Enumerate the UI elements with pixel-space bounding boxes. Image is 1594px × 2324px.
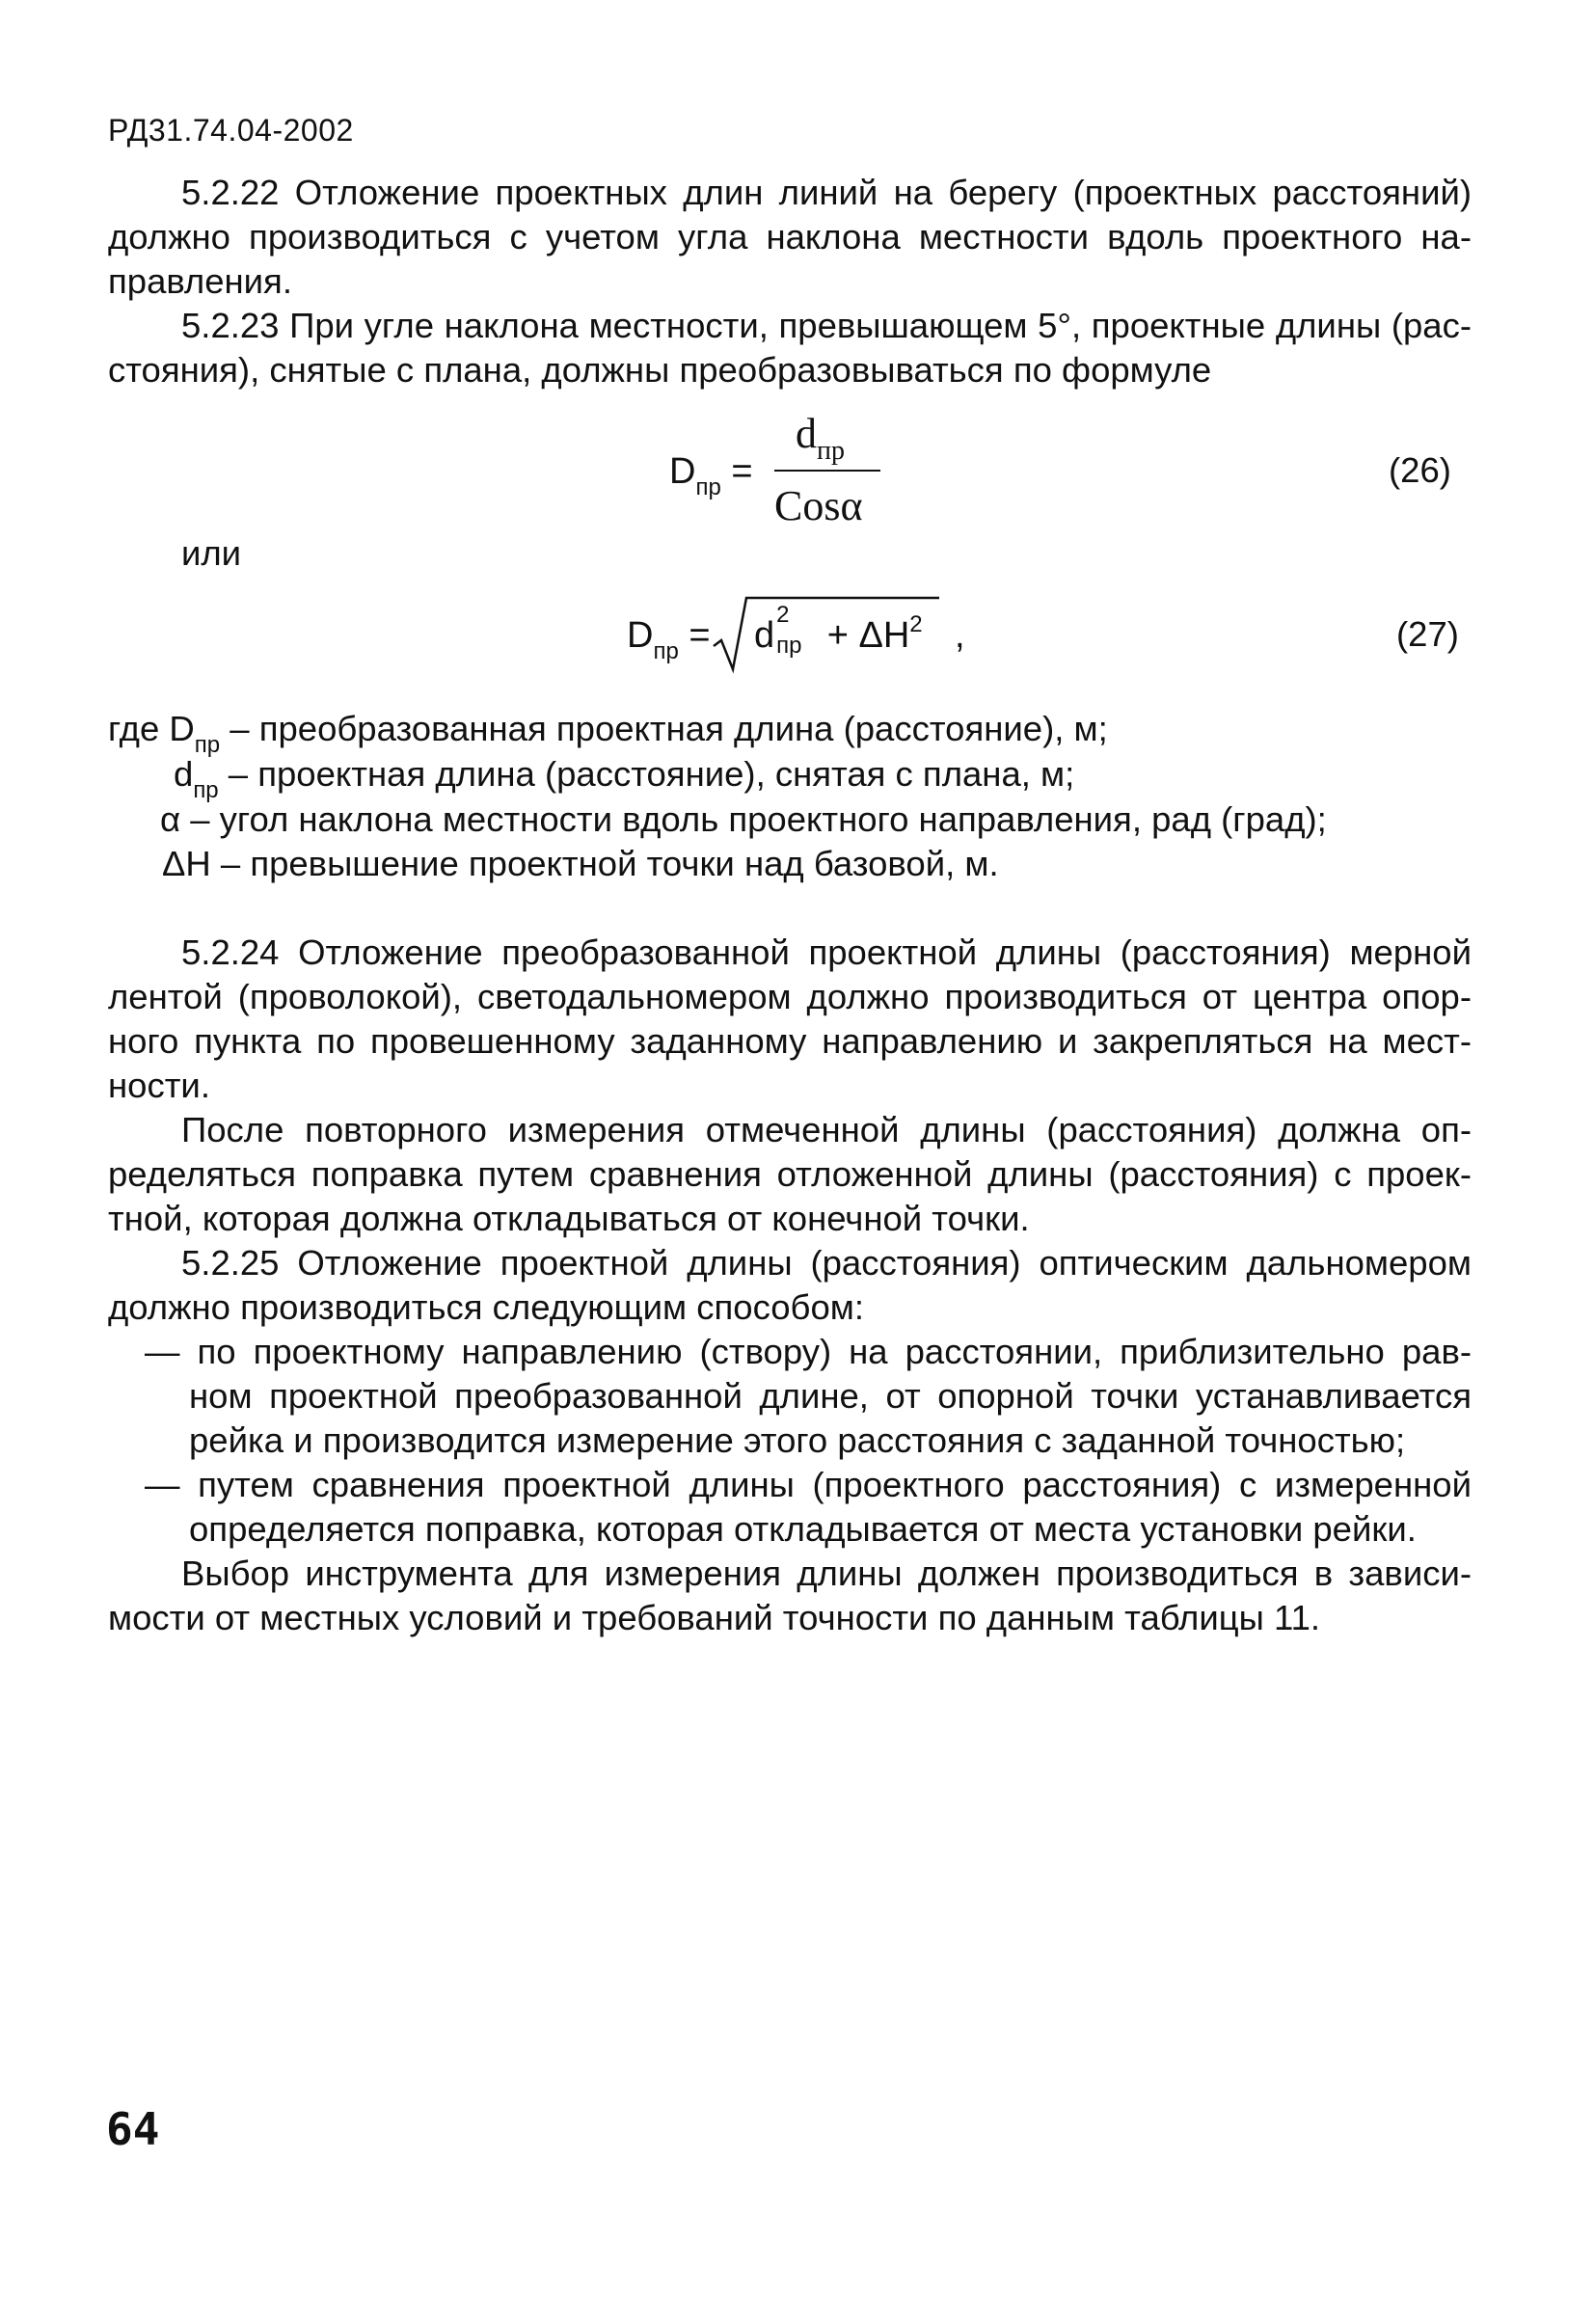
paragraph-line: 5.2.24 Отложение преобразованной проектной длины (расстояния) мерной [181,932,1472,972]
paragraph-line: 5.2.23 При угле наклона местности, превышающем 5°, проектные длины (рас- [181,306,1472,345]
paragraph-line: мости от местных условий и требований точности по данным таблицы 11. [108,1598,1321,1637]
equation-number-26: (26) [1389,450,1451,490]
formula-subscript: пр [695,474,721,500]
formula-equals: = [731,451,753,492]
paragraph-line: ности. [108,1066,210,1105]
formula-equals: = [689,615,711,656]
paragraph-line: тной, которая должна откладываться от конечной точки. [108,1199,1030,1238]
legend-text: – преобразованная проектная длина (расстояние), м; [220,709,1108,748]
legend-subscript: пр [193,777,219,803]
equation-number-27: (27) [1396,614,1459,654]
legend-line [174,754,1075,803]
formula-subscript: пр [776,633,802,659]
legend-text: – проектная длина (расстояние), снятая с плана, м; [218,754,1075,794]
formula-subscript: пр [817,436,845,466]
paragraph-line: правления. [108,261,292,301]
formula-26-lhs [669,451,753,500]
formula-symbol: d [754,615,775,656]
formula-index-stack [774,602,817,659]
formula-27-lhs [627,615,711,664]
paragraph-line: ного пункта по провешенному заданному направлению и закрепляться на мест- [108,1021,1472,1061]
or-word: или [181,533,242,573]
bullet-line: — по проектному направлению (створу) на расстоянии, приблизительно рав- [145,1332,1472,1371]
bullet-line: определяется поправка, которая откладывается от места установки рейки. [189,1509,1417,1549]
paragraph-line: После повторного измерения отмеченной длины (расстояния) должна оп- [181,1110,1472,1149]
paragraph-line: должно производиться следующим способом: [108,1287,864,1327]
legend-line: ΔH – превышение проектной точки над базовой, м. [162,844,999,883]
page-number: 64 [106,2103,160,2155]
formula-26-numerator [796,410,845,466]
formula-plus-term: + ΔH [826,615,910,656]
formula-symbol: d [796,410,817,457]
paragraph-line: ределяться поправка путем сравнения отложенной длины (расстояния) с проек- [108,1154,1472,1194]
formula-subscript: пр [653,638,679,664]
legend-symbol: d [174,754,194,794]
formula-27-radicand [754,602,923,659]
paragraph-line: стояния), снятые с плана, должны преобразовываться по формуле [108,350,1212,390]
paragraph-line: 5.2.22 Отложение проектных длин линий на берегу (проектных расстояний) [181,173,1472,212]
paragraph-line: лентой (проволокой), светодальномером должно производиться от центра опор- [108,977,1472,1016]
formula-symbol: D [627,615,654,656]
paragraph-line: 5.2.25 Отложение проектной длины (расстояния) оптическим дальномером [181,1243,1472,1283]
legend-line [108,709,1108,758]
bullet-line: рейка и производится измерение этого расстояния с заданной точностью; [189,1420,1406,1460]
fraction-bar [774,470,880,472]
formula-symbol: D [669,451,696,492]
legend-line: α – угол наклона местности вдоль проектного направления, рад (град); [160,799,1327,839]
bullet-line: — путем сравнения проектной длины (проектного расстояния) с измеренной [145,1465,1472,1504]
formula-superscript: 2 [776,602,790,628]
legend-symbol: где D [108,709,195,748]
formula-superscript: 2 [909,611,923,637]
formula-comma: , [955,615,965,656]
document-code: РД31.74.04-2002 [108,113,354,148]
formula-26-denominator: Cosα [774,482,863,529]
legend-subscript: пр [194,732,221,758]
paragraph-line: Выбор инструмента для измерения длины должен производиться в зависи- [181,1554,1472,1593]
bullet-line: ном проектной преобразованной длине, от опорной точки устанавливается [189,1376,1472,1416]
paragraph-line: должно производиться с учетом угла наклона местности вдоль проектного на- [108,217,1472,257]
